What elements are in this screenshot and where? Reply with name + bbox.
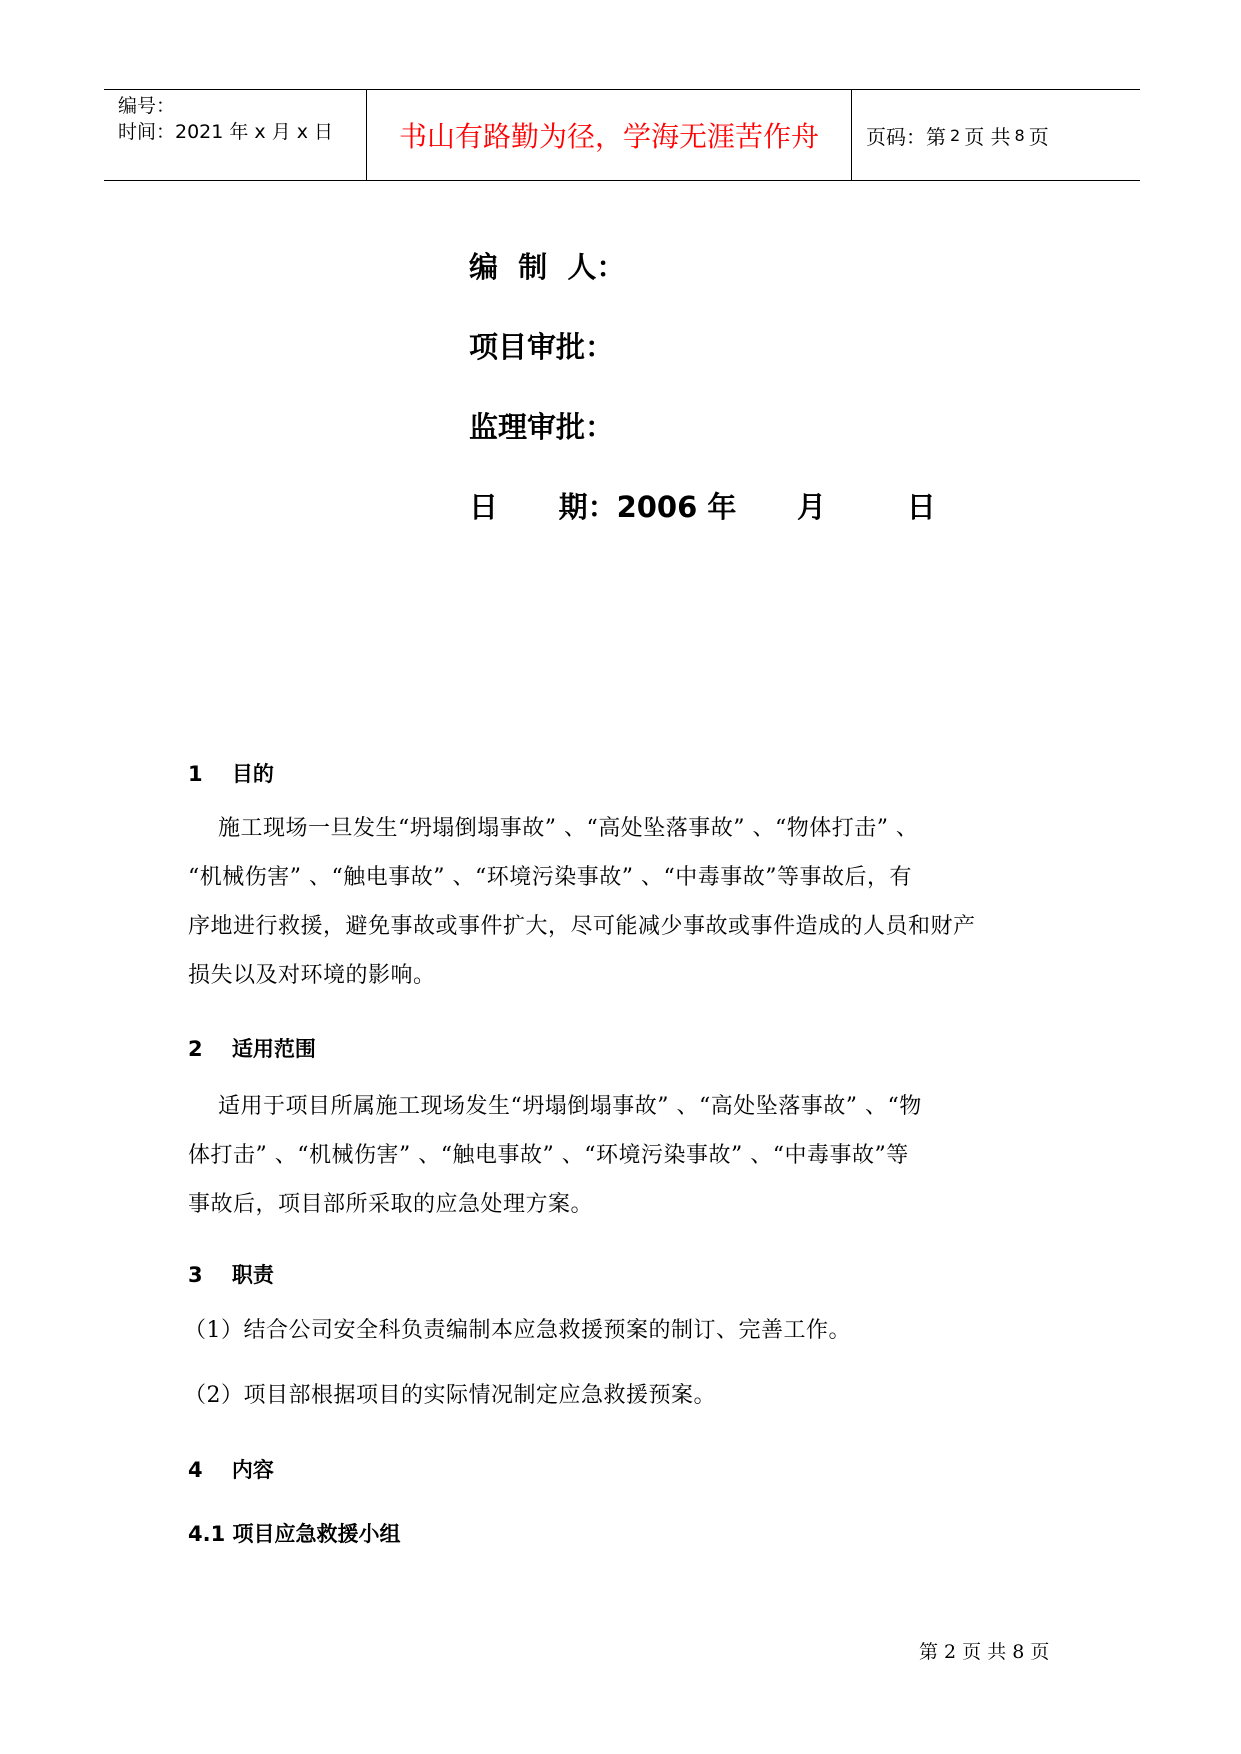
header-motto: 书山有路勤为径，学海无涯苦作舟 <box>367 90 852 180</box>
section-3-body <box>184 1306 1088 1420</box>
section-3-title: 3 职责 <box>188 1263 274 1287</box>
page-suffix: 页 <box>1028 124 1049 149</box>
paragraph-line: 事故后，项目部所采取的应急处理方案。 <box>188 1192 594 1217</box>
section-4-1-title: 4.1 项目应急救援小组 <box>188 1522 401 1546</box>
page-mid: 页 共 <box>964 124 1011 149</box>
page-footer: 第 2 页 共 8 页 <box>919 1641 1050 1663</box>
paragraph-line: 损失以及对环境的影响。 <box>188 963 436 988</box>
paragraph-line: 施工现场一旦发生“坍塌倒塌事故” 、“高处坠落事故” 、“物体打击” 、 <box>188 816 919 841</box>
section-4-title: 4 内容 <box>188 1458 274 1482</box>
project-approval-label: 项目审批： <box>469 330 615 364</box>
header-meta <box>104 90 367 180</box>
date-label: 日 期：2006 年 月 日 <box>469 490 936 524</box>
list-item: （1）结合公司安全科负责编制本应急救援预案的制订、完善工作。 <box>184 1318 851 1343</box>
page-prefix: 页码：第 <box>866 124 946 149</box>
section-1-title: 1 目的 <box>188 762 274 786</box>
section-2-body <box>188 1082 1088 1229</box>
paragraph-line: “机械伤害” 、“触电事故” 、“环境污染事故” 、“中毒事故”等事故后，有 <box>188 865 912 890</box>
page-total: 8 <box>1014 125 1025 145</box>
paragraph-line: 体打击” 、“机械伤害” 、“触电事故” 、“环境污染事故” 、“中毒事故”等 <box>188 1143 909 1168</box>
document-time-label: 时间：2021 年 x 月 x 日 <box>118 121 334 143</box>
header-page-info <box>852 90 1140 180</box>
section-2-title: 2 适用范围 <box>188 1037 316 1061</box>
section-1-body <box>188 804 1088 1000</box>
compiler-label: 编 制 人： <box>469 250 626 284</box>
page-number: 2 <box>950 125 961 145</box>
document-number-label: 编号： <box>118 95 176 117</box>
paragraph-line: 适用于项目所属施工现场发生“坍塌倒塌事故” 、“高处坠落事故” 、“物 <box>188 1094 922 1119</box>
supervision-approval-label: 监理审批： <box>469 410 615 444</box>
list-item: （2）项目部根据项目的实际情况制定应急救援预案。 <box>184 1383 716 1408</box>
page-header <box>104 89 1140 181</box>
paragraph-line: 序地进行救援，避免事故或事件扩大，尽可能减少事故或事件造成的人员和财产 <box>188 914 976 939</box>
